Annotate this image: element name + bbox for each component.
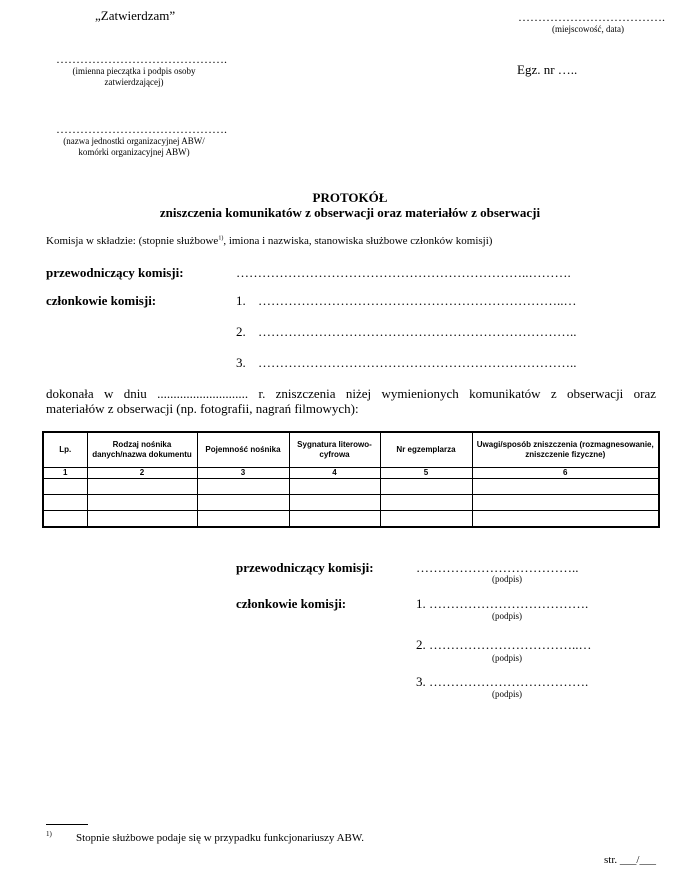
sig-member-3: 3. ……………………………….: [416, 674, 589, 689]
table-cell[interactable]: [197, 511, 289, 528]
table-row: [43, 479, 659, 495]
col-header-medium-type: Rodzaj nośnika danych/nazwa dokumentu: [87, 432, 197, 468]
table-cell[interactable]: [472, 479, 659, 495]
col-number: 6: [472, 468, 659, 479]
chair-dots: …………………………………………………………..……….: [236, 265, 571, 280]
table-cell[interactable]: [472, 495, 659, 511]
member-1-num: 1.: [236, 293, 246, 308]
sig-member-3-caption: (podpis): [492, 689, 522, 699]
sig-chair-dots: ………………………………..: [416, 560, 579, 575]
member-3-num: 3.: [236, 355, 246, 370]
col-number: 1: [43, 468, 87, 479]
table-cell[interactable]: [289, 479, 380, 495]
table-cell[interactable]: [472, 511, 659, 528]
sig-members-label: członkowie komisji:: [236, 596, 347, 611]
unit-caption: (nazwa jednostki organizacyjnej ABW/ komórki organizacyjnej ABW): [63, 136, 205, 157]
chair-label: przewodniczący komisji:: [46, 265, 184, 280]
table-cell[interactable]: [43, 511, 87, 528]
copy-number: Egz. nr …..: [517, 62, 578, 77]
unit-dots: …………………………………….: [56, 122, 227, 136]
table-cell[interactable]: [289, 511, 380, 528]
col-number: 2: [87, 468, 197, 479]
table-cell[interactable]: [87, 495, 197, 511]
member-2-num: 2.: [236, 324, 246, 339]
table-row: [43, 495, 659, 511]
sig-chair-caption: (podpis): [492, 574, 522, 584]
footnote-ref: 1): [218, 235, 224, 242]
table-cell[interactable]: [43, 495, 87, 511]
col-number: 3: [197, 468, 289, 479]
sig-chair-label: przewodniczący komisji:: [236, 560, 374, 575]
composition-text-after: , imiona i nazwiska, stanowiska służbowe członków komisji): [223, 235, 493, 247]
table-cell[interactable]: [87, 511, 197, 528]
table-cell[interactable]: [380, 495, 472, 511]
col-header-remarks: Uwagi/sposób zniszczenia (rozmagnesowanie, zniszczenie fizyczne): [472, 432, 659, 468]
col-header-copy-number: Nr egzemplarza: [380, 432, 472, 468]
footnote-separator: [46, 824, 88, 825]
col-header-capacity: Pojemność nośnika: [197, 432, 289, 468]
statement-line-1: dokonała w dniu ............................ r. zniszczenia niżej wymienionych komunikatów z obserwacji oraz: [46, 386, 656, 401]
member-2-dots: ………………………………………………………………..: [258, 324, 577, 339]
place-date-caption: (miejscowość, data): [552, 24, 624, 34]
stamp-caption: (imienna pieczątka i podpis osoby zatwierdzającej): [72, 66, 196, 87]
place-date-dots: ……………………………….: [518, 10, 665, 24]
table-cell[interactable]: [87, 479, 197, 495]
sig-member-1-caption: (podpis): [492, 611, 522, 621]
stamp-dots: …………………………………….: [56, 52, 227, 66]
document-title: PROTOKÓŁ: [312, 190, 388, 205]
approve-label: „Zatwierdzam”: [95, 8, 176, 23]
commission-composition: [46, 235, 492, 247]
sig-member-1: 1. ……………………………….: [416, 596, 589, 611]
table-cell[interactable]: [380, 511, 472, 528]
sig-member-2-caption: (podpis): [492, 653, 522, 663]
col-number: 5: [380, 468, 472, 479]
sig-member-2: 2. ……………………………..…: [416, 637, 592, 652]
table-cell[interactable]: [197, 479, 289, 495]
footnote-text: Stopnie służbowe podaje się w przypadku funkcjonariuszy ABW.: [76, 832, 364, 844]
table-row: [43, 511, 659, 528]
members-label: członkowie komisji:: [46, 293, 157, 308]
composition-text-before: Komisja w składzie: (stopnie służbowe: [46, 235, 219, 247]
col-header-lp: Lp.: [43, 432, 87, 468]
member-1-dots: ……………………………………………………………..…: [258, 293, 577, 308]
page-number: str. ___/___: [604, 854, 656, 866]
footnote-marker: 1): [46, 830, 52, 838]
materials-table: [42, 431, 660, 528]
statement-line-2: materiałów z obserwacji (np. fotografii, nagrań filmowych):: [46, 401, 359, 416]
col-header-signature: Sygnatura literowo-cyfrowa: [289, 432, 380, 468]
table-cell[interactable]: [380, 479, 472, 495]
col-number: 4: [289, 468, 380, 479]
member-3-dots: ………………………………………………………………..: [258, 355, 577, 370]
document-subtitle: zniszczenia komunikatów z obserwacji oraz materiałów z obserwacji: [159, 205, 541, 220]
table-cell[interactable]: [43, 479, 87, 495]
table-cell[interactable]: [197, 495, 289, 511]
table-cell[interactable]: [289, 495, 380, 511]
